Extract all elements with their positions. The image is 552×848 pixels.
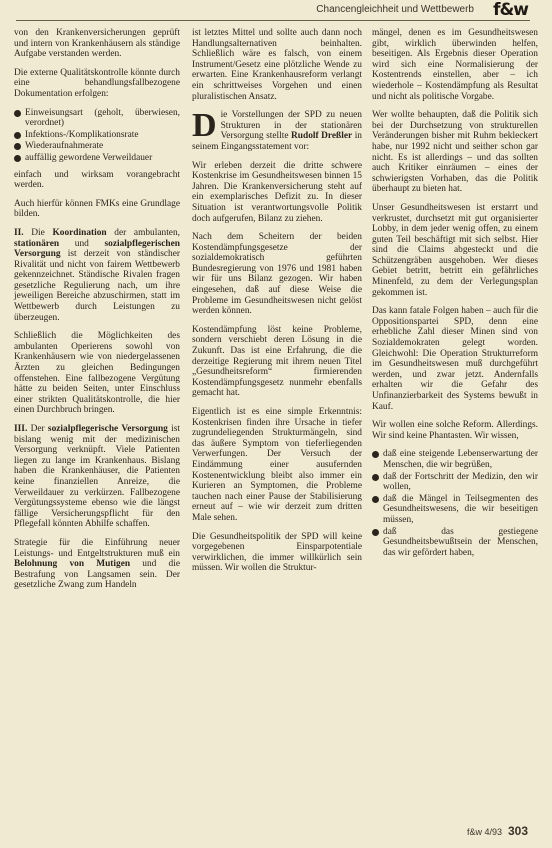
paragraph: ist letztes Mittel und sollte auch dann noch Handlungsalternativen beinhalten. Schließlich wäre es falsch, von einem Instrument/Gesetz eine plötzliche Wende zu erwarten. Eine Krankenhausreform verlangt ein schrittweises Vorgehen und einen pluralistischen Ansatz. [192,28,362,102]
paragraph: Schließlich die Möglichkeiten des ambulanten Operierens sowohl von Krankenhäusern wie von niedergelassenen Ärzten zu gleichen Bedingungen offenstehen. Eine fallbezogene Vergütung hätte zu beiden Seiten, unter Einschluss einer strikten Qualitätskontrolle, die hier einen Durchbruch bringen. [14,331,180,416]
page-header [0,0,552,26]
list-item: Infektions-/Komplikationsrate [14,130,180,141]
list-item: daß das gestiegene Gesundheitsbewußtsein der Menschen, das wir gefördert haben, [372,527,538,559]
bullet-list [14,108,180,164]
paragraph [14,424,180,530]
text-run: Die [31,227,53,238]
list-item: Einweisungsart (geholt, überwiesen, verordnet) [14,108,180,129]
paragraph: Wir wollen eine solche Reform. Allerdings. Wir sind keine Phantasten. Wir wissen, [372,420,538,441]
header-rule [16,20,530,21]
text-column-2 [192,28,362,582]
intro-paragraph [192,107,362,152]
list-item: daß die Mängel in Teilsegmenten des Gesundheitswesens, die wir beseitigen müssen, [372,494,538,526]
bold-term: sozialpflegerische Versorgung [47,424,168,434]
paragraph: Das kann fatale Folgen haben – auch für die Oppositionspartei SPD, denn eine erhebliche Zahl dieser Minen sind von Sozialdemokraten gelegt worden. Gleichwohl: Die Operation Strukturreform im Gesundheitswesen muß durchgeführt werden, und zwar jetzt. Andernfalls erhalten wir die Gefahr des Unfinanzierbarkeit des Systems bewußt in Kauf. [372,306,538,412]
section-title: Chancengleichheit und Wettbewerb [316,4,474,15]
journal-logo: f&w [493,0,528,20]
list-item: daß der Fortschritt der Medizin, den wir wollen, [372,472,538,493]
paragraph: Kostendämpfung löst keine Probleme, sondern verschiebt deren Lösung in die Zukunft. Das ist eine Erfahrung, die die derzeitige Regierung mit ihrem neuen Titel „Gesundheitsreform“ firmierenden Kostendämpfungsgesetz nunmehr ebenfalls gemacht hat. [192,324,362,399]
paragraph: Eigentlich ist es eine simple Erkenntnis: Kostenkrisen finden ihre Ursache in tiefer zugrundeliegenden Strukturmängeln, sind das äußere Symptom von tieferliegenden Verwerfungen. Der Versuch der Eindämmung einer ausufernden Kostenentwicklung bleibt also immer ein Kurieren an Symptomen, die Probleme tauchen nach einer Pause der Stabilisierung erneut auf – wie wir derzeit zum dritten Male sehen. [192,407,362,523]
text-run: und die Bestrafung von Langsamen sein. Der gesetzliche Zwang zum Handeln [14,559,180,591]
bold-term: Koordination [52,227,107,238]
list-item: daß eine steigende Lebenserwartung der Menschen, die wir begrüßen, [372,449,538,470]
bold-term: sozialpflegerischen Versorgung [14,238,180,260]
text-run: und [59,238,105,249]
text-run: in seinem Eingangsstatement vor: [192,131,362,152]
list-item: auffällig gewordene Verweildauer [14,153,180,164]
paragraph: Auch hierfür können FMKs eine Grundlage bilden. [14,198,180,220]
section-number: III. [14,424,28,434]
drop-cap: D [192,107,217,145]
paragraph [14,538,180,591]
speaker-name: Rudolf Dreßler [291,131,353,142]
paragraph: einfach und wirksam vorangebracht werden. [14,169,180,191]
issue-label: f&w 4/93 [466,827,502,837]
paragraph: von den Krankenversicherungen geprüft und intern von Krankenhäusern als ständige Aufgabe verstanden werden. [14,28,180,60]
text-column-1 [14,28,180,599]
text-run: Der [27,424,48,434]
text-run: ie Vorstellungen der SPD zu neuen Strukturen in der stationären Versorgung stellte [220,110,362,142]
page-number: 303 [507,824,528,838]
bullet-list [372,449,538,558]
paragraph: Die externe Qualitätskontrolle könnte durch eine behandlungsfallbezogene Dokumentation erfolgen: [14,67,180,99]
paragraph: Wir erleben derzeit die dritte schwere Kostenkrise im Gesundheitswesen binnen 15 Jahren. Die Krankenversicherung steht auf ein exemplarisches Defizit zu. In dieser Situation ist verantwortungsvolle Politik doch aufgerufen, Bilanz zu ziehen. [192,160,362,224]
section-number: II. [14,227,24,238]
paragraph: Die Gesundheitspolitik der SPD will keine vorgegebenen Einsparpotentiale verwirklichen, die immer willkürlich sein müssen. Wir wollen die Struktur- [192,531,362,574]
text-run: Strategie für die Einführung neuer Leistungs- und Entgeltstrukturen muß ein [14,537,180,559]
bold-term: stationären [14,238,60,249]
paragraph: mängel, denen es im Gesundheitswesen gibt, wirklich überwinden helfen, beseitigen. Als Ergebnis dieser Operation wird sich eine Normalisierung der Kostentrends einstellen, aber – ich wiederhole – Kostendämpfung als Resultat und nicht als politische Vorgabe. [372,28,538,102]
text-run: der ambulanten, [106,227,180,238]
text-column-3 [372,28,538,564]
page-footer [467,824,528,838]
paragraph: Nach dem Scheitern der beiden Kostendämpfungsgesetze der sozialdemokratisch geführten Bundesregierung von 1976 und 1981 haben wir für uns Bilanz gezogen. Wir haben eingesehen, daß auf diese Weise die Probleme im Gesundheitswesen nicht gelöst werden können. [192,232,362,317]
text-run: ist derzeit von ständischer Rivalität und nicht von fairem Wettbewerb gekennzeichnet. Ständische Rivalen fragen gesetzliche Regulierung nach, um ihre jeweiligen Bereiche abzuschirmen, statt im Wettbewerb durch Leistungen zu überzeugen. [14,249,180,323]
paragraph: Wer wollte behaupten, daß die Politik sich bei der Durchsetzung von strukturellen Veränderungen bisher mit Ruhm bekleckert habe, nur 1992 nicht und seither schon gar nicht. Es ist allerdings – und das sollten auch Kritiker einräumen – eines der schwierigsten Vorhaben, das die Politik überhaupt zu bieten hat. [372,110,538,195]
paragraph [14,228,180,323]
paragraph: Unser Gesundheitswesen ist erstarrt und verkrustet, durchsetzt mit gut organisierter Lobby, in dem jeder wenig offen, zu einem guten Teil beschäftigt mit sich selbst. Hier sind die Claims abgesteckt und die Schützengräben ausgehoben. Wer dieses Gebiet betritt, betritt ein gefährliches Minenfeld, zu dem der Verlegungsplan gekommen ist. [372,202,538,298]
list-item: Wiederaufnahmerate [14,141,180,152]
bold-term: Belohnung von Mutigen [14,559,131,570]
text-run: ist bislang wenig mit der medizinischen Versorgung verknüpft. Viele Patienten liegen zu lange im Krankenhaus. Bislang haben die Krankenhäuser, die Patienten keine finanziellen Anreize, die Verweildauer zu verkürzen. Fallbezogene Vergütungssysteme ebenso wie die längst fällige Versicherungspflicht für den Pflegefall könnten Abhilfe schaffen. [14,424,180,530]
